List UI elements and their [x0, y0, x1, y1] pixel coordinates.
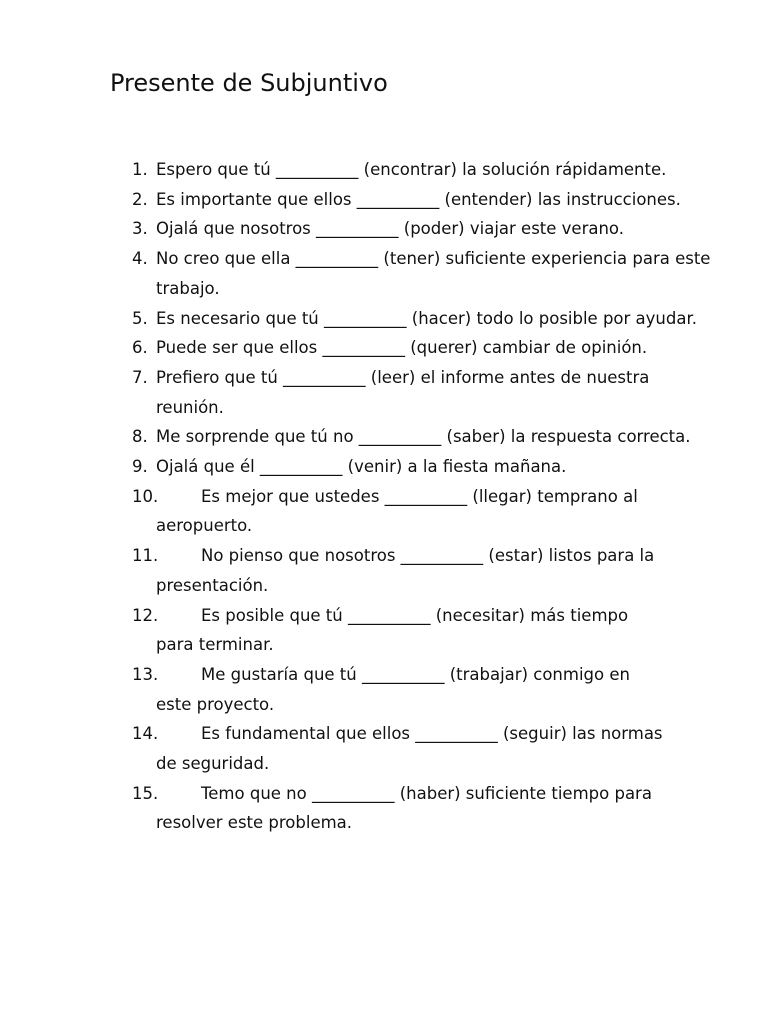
item-sentence-first-line: Es posible que tú __________ (necesitar) más tiempo — [201, 605, 629, 625]
item-number: 7. — [132, 367, 148, 387]
item-sentence-continuation: presentación. — [156, 575, 269, 595]
item-sentence-continuation: este proyecto. — [156, 694, 275, 714]
item-number: 1. — [132, 160, 148, 179]
item-sentence-first-line: Es fundamental que ellos __________ (seguir) las normas — [201, 724, 663, 744]
item-sentence: Prefiero que tú __________ (leer) el informe antes de nuestra reunión. — [156, 367, 650, 417]
exercise-item-3 — [132, 214, 722, 244]
item-sentence-first-line: Temo que no __________ (haber) suficiente tiempo para — [201, 783, 652, 803]
item-sentence-first-line: Es mejor que ustedes __________ (llegar) temprano al — [201, 486, 638, 506]
item-number: 15. — [132, 783, 159, 803]
exercise-item-2 — [132, 185, 722, 215]
item-number: 14. — [132, 724, 159, 744]
item-number: 4. — [132, 249, 148, 269]
exercise-item-12 — [132, 601, 722, 660]
page-title: Presente de Subjuntivo — [110, 69, 388, 97]
exercise-item-1 — [132, 155, 722, 185]
item-number: 3. — [132, 219, 148, 239]
item-sentence: Ojalá que él __________ (venir) a la fiesta mañana. — [156, 457, 567, 477]
item-sentence: Puede ser que ellos __________ (querer) cambiar de opinión. — [156, 338, 648, 358]
exercise-list — [132, 155, 722, 838]
exercise-item-4 — [132, 244, 722, 303]
item-number: 5. — [132, 308, 148, 328]
item-number: 2. — [132, 189, 148, 209]
item-sentence-continuation: aeropuerto. — [156, 516, 253, 536]
item-sentence-continuation: para terminar. — [156, 635, 274, 655]
exercise-item-14 — [132, 719, 722, 778]
exercise-item-5 — [132, 304, 722, 334]
exercise-item-6 — [132, 333, 722, 363]
item-number: 12. — [132, 605, 159, 625]
item-sentence: Espero que tú __________ (encontrar) la solución rápidamente. — [156, 160, 667, 179]
item-number: 11. — [132, 546, 159, 566]
item-sentence: Me sorprende que tú no __________ (saber) la respuesta correcta. — [156, 427, 691, 447]
item-sentence-continuation: resolver este problema. — [156, 813, 353, 833]
exercise-item-15 — [132, 779, 722, 838]
exercise-item-13 — [132, 660, 722, 719]
item-number: 6. — [132, 338, 148, 358]
exercise-item-7 — [132, 363, 722, 422]
item-sentence: Es necesario que tú __________ (hacer) todo lo posible por ayudar. — [156, 308, 697, 328]
item-sentence: Es importante que ellos __________ (entender) las instrucciones. — [156, 189, 681, 209]
item-sentence: Ojalá que nosotros __________ (poder) viajar este verano. — [156, 219, 624, 239]
exercise-item-8 — [132, 422, 722, 452]
item-sentence-continuation: de seguridad. — [156, 754, 270, 774]
item-number: 13. — [132, 664, 159, 684]
exercise-item-10 — [132, 482, 722, 541]
item-number: 10. — [132, 486, 159, 506]
exercise-item-11 — [132, 541, 722, 600]
item-sentence-first-line: No pienso que nosotros __________ (estar) listos para la — [201, 546, 655, 566]
item-number: 9. — [132, 457, 148, 477]
item-number: 8. — [132, 427, 148, 447]
exercise-item-9 — [132, 452, 722, 482]
item-sentence: No creo que ella __________ (tener) suficiente experiencia para este trabajo. — [156, 249, 711, 298]
item-sentence-first-line: Me gustaría que tú __________ (trabajar) conmigo en — [201, 664, 630, 684]
